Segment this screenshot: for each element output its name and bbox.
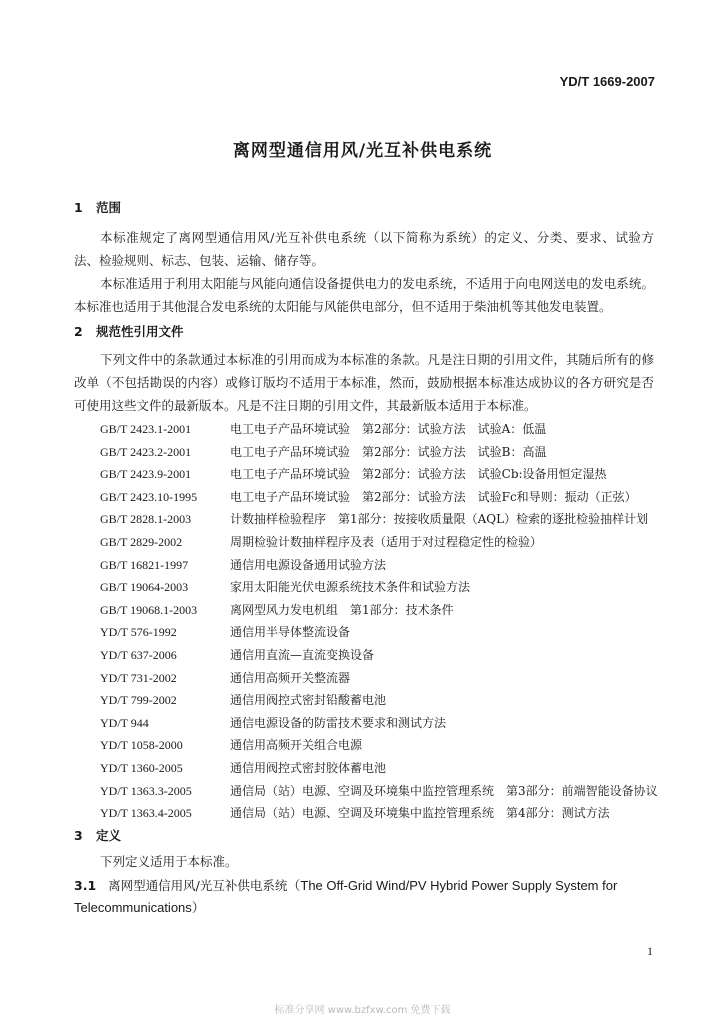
reference-code: YD/T 576-1992 [100, 625, 177, 640]
reference-item [100, 578, 658, 601]
reference-title: 通信用高频开关整流器 [230, 670, 351, 685]
reference-code: YD/T 637-2006 [100, 647, 177, 662]
reference-code: GB/T 2423.10-1995 [100, 489, 198, 504]
page-number: 1 [647, 944, 653, 958]
reference-code: GB/T 19068.1-2003 [100, 602, 198, 617]
reference-code: YD/T 1363.4-2005 [100, 806, 192, 821]
reference-title: 通信用半导体整流设备 [230, 625, 351, 640]
reference-title: 通信局（站）电源、空调及环境集中监控管理系统 第4部分：测试方法 [230, 806, 610, 821]
section-1-number: 1 [74, 200, 83, 215]
reference-item [100, 691, 658, 714]
reference-item [100, 510, 658, 533]
definitions-intro: 下列定义适用于本标准。 [100, 854, 238, 869]
scope-paragraph-1: 本标准规定了离网型通信用风/光互补供电系统（以下简称为系统）的定义、分类、要求、试验方法、检验规则、标志、包装、运输、储存等。 [74, 230, 654, 268]
reference-code: GB/T 16821-1997 [100, 557, 189, 572]
section-3-heading [74, 826, 121, 844]
reference-item [100, 420, 658, 443]
reference-title: 通信用直流—直流变换设备 [230, 647, 375, 662]
document-title: 离网型通信用风/光互补供电系统 [232, 141, 493, 161]
section-2-number: 2 [74, 324, 83, 339]
reference-title: 通信用阀控式密封铅酸蓄电池 [230, 693, 387, 708]
section-1-title: 范围 [96, 200, 122, 215]
reference-title: 离网型风力发电机组 第1部分：技术条件 [230, 602, 454, 617]
section-3-title: 定义 [96, 828, 122, 843]
reference-list [100, 420, 658, 827]
reference-code: GB/T 2423.2-2001 [100, 444, 192, 459]
reference-code: YD/T 1363.3-2005 [100, 783, 192, 798]
section-1-heading [74, 198, 121, 216]
reference-title: 通信用电源设备通用试验方法 [230, 557, 387, 572]
section-2-heading [74, 322, 184, 340]
reference-item [100, 623, 658, 646]
reference-title: 电工电子产品环境试验 第2部分：试验方法 试验B：高温 [230, 444, 547, 459]
reference-item [100, 736, 658, 759]
reference-code: YD/T 944 [100, 715, 149, 730]
reference-item [100, 443, 658, 466]
definition-term-cn: 离网型通信用风/光互补供电系统 [108, 878, 288, 893]
reference-item [100, 488, 658, 511]
section-2-title: 规范性引用文件 [96, 324, 184, 339]
reference-title: 通信用高频开关组合电源 [230, 738, 363, 753]
reference-item [100, 714, 658, 737]
reference-item [100, 759, 658, 782]
reference-code: GB/T 2828.1-2003 [100, 512, 192, 527]
reference-title: 电工电子产品环境试验 第2部分：试验方法 试验A：低温 [230, 422, 547, 436]
reference-code: YD/T 799-2002 [100, 693, 177, 708]
reference-code: GB/T 2423.9-2001 [100, 467, 192, 482]
reference-code: YD/T 1058-2000 [100, 738, 183, 753]
reference-item [100, 601, 658, 624]
reference-item [100, 782, 658, 805]
reference-code: GB/T 2829-2002 [100, 534, 183, 549]
reference-title: 通信局（站）电源、空调及环境集中监控管理系统 第3部分：前端智能设备协议 [230, 783, 658, 798]
reference-item [100, 646, 658, 669]
references-intro: 下列文件中的条款通过本标准的引用而成为本标准的条款。凡是注日期的引用文件，其随后所有的修改单（不包括勘误的内容）或修订版均不适用于本标准，然而，鼓励根据本标准达成协议的各方研究是否可使用这些文件的最新版本。凡是不注日期的引用文件，其最新版本适用于本标准。 [74, 352, 654, 413]
reference-title: 计数抽样检验程序 第1部分：按接收质量限（AQL）检索的逐批检验抽样计划 [230, 512, 649, 527]
definition-number: 3.1 [74, 878, 97, 893]
reference-item [100, 465, 658, 488]
definition-term-en: （The Off-Grid Wind/PV Hybrid Power Supply System for Telecommunications） [74, 878, 618, 915]
definition-3-1 [74, 875, 664, 919]
reference-title: 通信用阀控式密封胶体蓄电池 [230, 760, 387, 775]
reference-title: 通信电源设备的防雷技术要求和测试方法 [230, 715, 447, 730]
reference-title: 电工电子产品环境试验 第2部分：试验方法 试验Cb:设备用恒定湿热 [230, 467, 607, 482]
reference-title: 电工电子产品环境试验 第2部分：试验方法 试验Fc和导则：振动（正弦） [230, 489, 637, 504]
reference-code: GB/T 2423.1-2001 [100, 422, 192, 436]
reference-item [100, 533, 658, 556]
reference-item [100, 556, 658, 579]
reference-title: 家用太阳能光伏电源系统技术条件和试验方法 [230, 580, 471, 595]
reference-item [100, 669, 658, 692]
watermark: 标准分享网 www.bzfxw.com 免费下载 [274, 1005, 451, 1016]
reference-code: GB/T 19064-2003 [100, 580, 189, 595]
reference-code: YD/T 731-2002 [100, 670, 177, 685]
reference-code: YD/T 1360-2005 [100, 760, 183, 775]
section-3-number: 3 [74, 828, 83, 843]
standard-code: YD/T 1669-2007 [559, 74, 655, 89]
reference-item [100, 804, 658, 827]
reference-title: 周期检验计数抽样程序及表（适用于对过程稳定性的检验） [230, 534, 543, 549]
scope-paragraph-2: 本标准适用于利用太阳能与风能向通信设备提供电力的发电系统，不适用于向电网送电的发电系统。本标准也适用于其他混合发电系统的太阳能与风能供电部分，但不适用于柴油机等其他发电装置。 [74, 276, 654, 314]
